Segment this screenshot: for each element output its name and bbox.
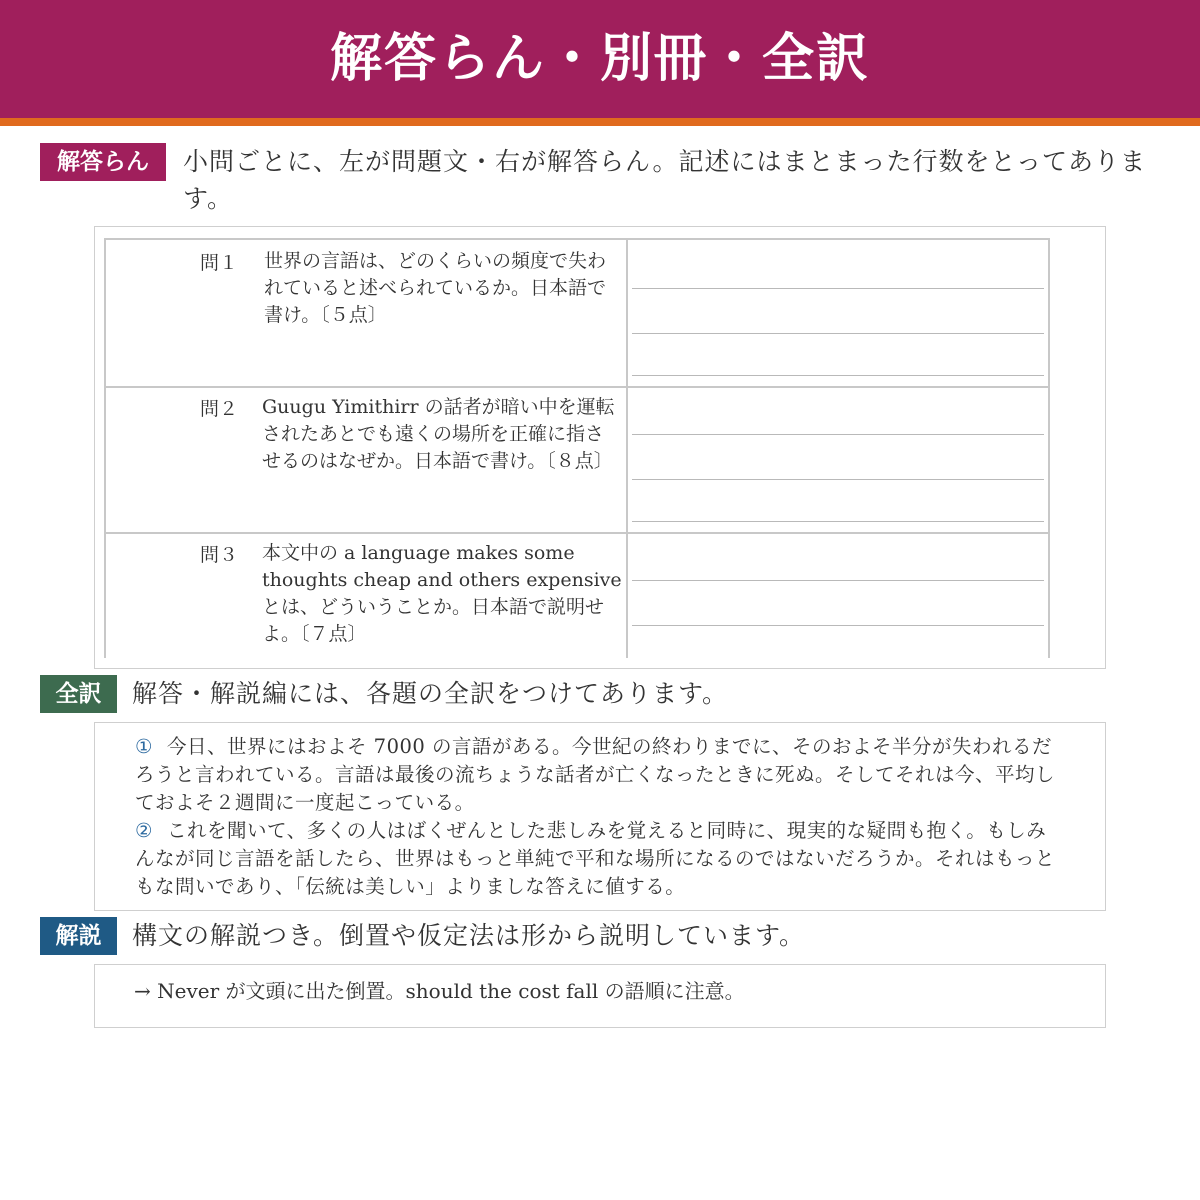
answer-line — [632, 434, 1044, 435]
explanation-note: → Never が文頭に出た倒置。should the cost fall の語順に注意。 — [134, 979, 745, 1003]
page-title: 解答らん・別冊・全訳 — [329, 29, 870, 89]
paragraph-number: ② — [135, 819, 153, 842]
question-table — [104, 238, 1050, 658]
answer-line — [632, 333, 1044, 334]
explanation-section-badge: 解説 — [40, 917, 117, 955]
answer-line — [632, 625, 1044, 626]
explanation-section-description: 構文の解説つき。倒置や仮定法は形から説明しています。 — [132, 921, 806, 950]
question-text: Guugu Yimithirr の話者が暗い中を運転されたあとでも遠くの場所を正確に指させるのはなぜか。日本語で書け。〔８点〕 — [262, 396, 615, 472]
question-number: 問１ — [200, 252, 239, 274]
answer-section-description: 小問ごとに、左が問題文・右が解答らん。記述にはまとまった行数をとってあります。 — [183, 147, 1147, 213]
column-divider — [626, 532, 628, 658]
question-number: 問２ — [200, 398, 239, 420]
question-text: 本文中の a language makes some thoughts cheap and others expensive とは、どういうことか。日本語で説明せよ。〔７点〕 — [262, 542, 622, 645]
column-divider — [626, 240, 628, 388]
answer-line — [632, 479, 1044, 480]
column-divider — [626, 386, 628, 534]
question-row — [106, 240, 1048, 388]
answer-line — [632, 288, 1044, 289]
question-row — [106, 386, 1048, 534]
translation-paragraph — [135, 733, 1065, 817]
answer-line — [632, 521, 1044, 522]
translation-section-badge: 全訳 — [40, 675, 117, 713]
paragraph-number: ① — [135, 735, 153, 758]
header-banner — [0, 0, 1200, 126]
translation-paragraph — [135, 817, 1065, 901]
answer-line — [632, 375, 1044, 376]
translation-section-description: 解答・解説編には、各題の全訳をつけてあります。 — [132, 679, 729, 708]
answer-section-badge: 解答らん — [40, 143, 166, 181]
answer-line — [632, 580, 1044, 581]
question-text: 世界の言語は、どのくらいの頻度で失われていると述べられているか。日本語で書け。〔５点〕 — [264, 250, 607, 326]
question-row — [106, 532, 1048, 658]
question-number: 問３ — [200, 544, 239, 566]
paragraph-text: 今日、世界にはおよそ 7000 の言語がある。今世紀の終わりまでに、そのおよそ半分が失われるだろうと言われている。言語は最後の流ちょうな話者が亡くなったときに死ぬ。そしてそれは今、平均しておよそ２週間に一度起こっている。 — [135, 735, 1056, 814]
paragraph-text: これを聞いて、多くの人はばくぜんとした悲しみを覚えると同時に、現実的な疑問も抱く。もしみんなが同じ言語を話したら、世界はもっと単純で平和な場所になるのではないだろうか。それはもっともな問いであり、「伝統は美しい」よりましな答えに値する。 — [135, 819, 1056, 898]
